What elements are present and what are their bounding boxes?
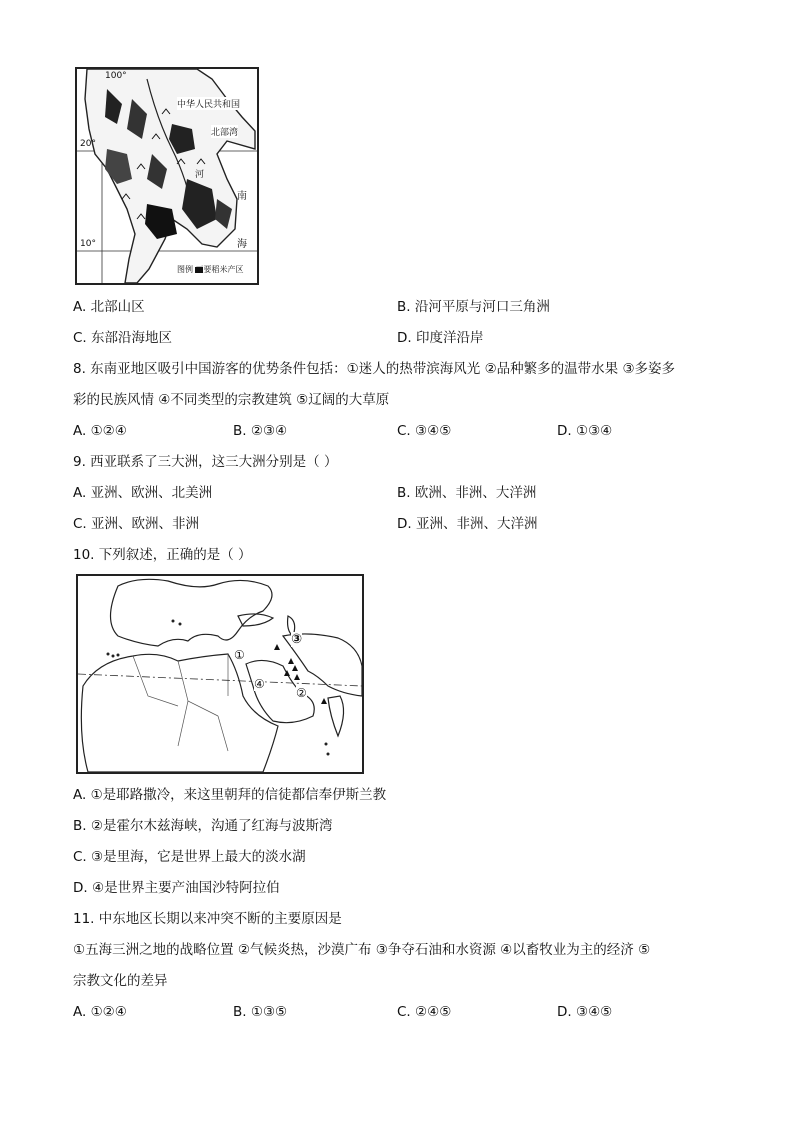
q11-option-b: B. ①③⑤: [233, 1004, 288, 1020]
q9-option-b: B. 欧洲、非洲、大洋洲: [397, 485, 537, 501]
q11-choices-line2: 宗教文化的差异: [73, 973, 168, 989]
map-label-lat20: 20°: [80, 139, 96, 149]
q11-option-c: C. ②④⑤: [397, 1004, 452, 1020]
q8-option-a: A. ①②④: [73, 423, 127, 439]
map-label-sea-1: 南: [237, 191, 247, 202]
q11-stem: 11. 中东地区长期以来冲突不断的主要原因是: [73, 911, 342, 927]
q8-stem-line1: 8. 东南亚地区吸引中国游客的优势条件包括：①迷人的热带滨海风光 ②品种繁多的温带水果 ③多姿多: [73, 361, 676, 377]
map-label-river: 河: [195, 170, 205, 180]
q7-option-c: C. 东部沿海地区: [73, 330, 173, 346]
q8-option-c: C. ③④⑤: [397, 423, 452, 439]
q8-stem-line2: 彩的民族风情 ④不同类型的宗教建筑 ⑤辽阔的大草原: [73, 392, 390, 408]
middle-east-map-drawing: [78, 576, 362, 772]
me-map-marker-3: ③: [291, 632, 303, 647]
q9-option-c: C. 亚洲、欧洲、非洲: [73, 516, 200, 532]
me-map-marker-1: ①: [234, 648, 245, 662]
q7-option-d: D. 印度洋沿岸: [397, 330, 484, 346]
q10-option-c: C. ③是里海，它是世界上最大的淡水湖: [73, 849, 306, 865]
q8-option-b: B. ②③④: [233, 423, 288, 439]
q9-stem: 9. 西亚联系了三大洲，这三大洲分别是（ ）: [73, 454, 338, 470]
southeast-asia-rice-map: [75, 67, 259, 285]
map-label-gulf-tonkin: 北部湾: [211, 125, 238, 138]
q7-option-a: A. 北部山区: [73, 299, 145, 315]
q11-option-a: A. ①②④: [73, 1004, 127, 1020]
map-legend: 图例 三要稻米产区: [177, 265, 244, 274]
q10-option-a: A. ①是耶路撒冷，来这里朝拜的信徒都信奉伊斯兰教: [73, 787, 387, 803]
me-map-marker-4: ④: [254, 677, 265, 691]
q8-option-d: D. ①③④: [557, 423, 613, 439]
middle-east-map: [76, 574, 364, 774]
map-label-sea-2: 海: [237, 239, 247, 250]
q10-stem: 10. 下列叙述，正确的是（ ）: [73, 547, 252, 563]
q11-option-d: D. ③④⑤: [557, 1004, 613, 1020]
q7-option-b: B. 沿河平原与河口三角洲: [397, 299, 550, 315]
map-label-lat10: 10°: [80, 239, 96, 249]
q9-option-d: D. 亚洲、非洲、大洋洲: [397, 516, 538, 532]
q10-option-d: D. ④是世界主要产油国沙特阿拉伯: [73, 880, 280, 896]
q9-option-a: A. 亚洲、欧洲、北美洲: [73, 485, 213, 501]
map-label-china: 中华人民共和国: [177, 97, 240, 110]
map-label-longitude: 100°: [105, 71, 127, 81]
q11-choices-line1: ①五海三洲之地的战略位置 ②气候炎热，沙漠广布 ③争夺石油和水资源 ④以畜牧业为主的经济 ⑤: [73, 942, 651, 958]
me-map-marker-2: ②: [296, 686, 307, 700]
q10-option-b: B. ②是霍尔木兹海峡，沟通了红海与波斯湾: [73, 818, 333, 834]
